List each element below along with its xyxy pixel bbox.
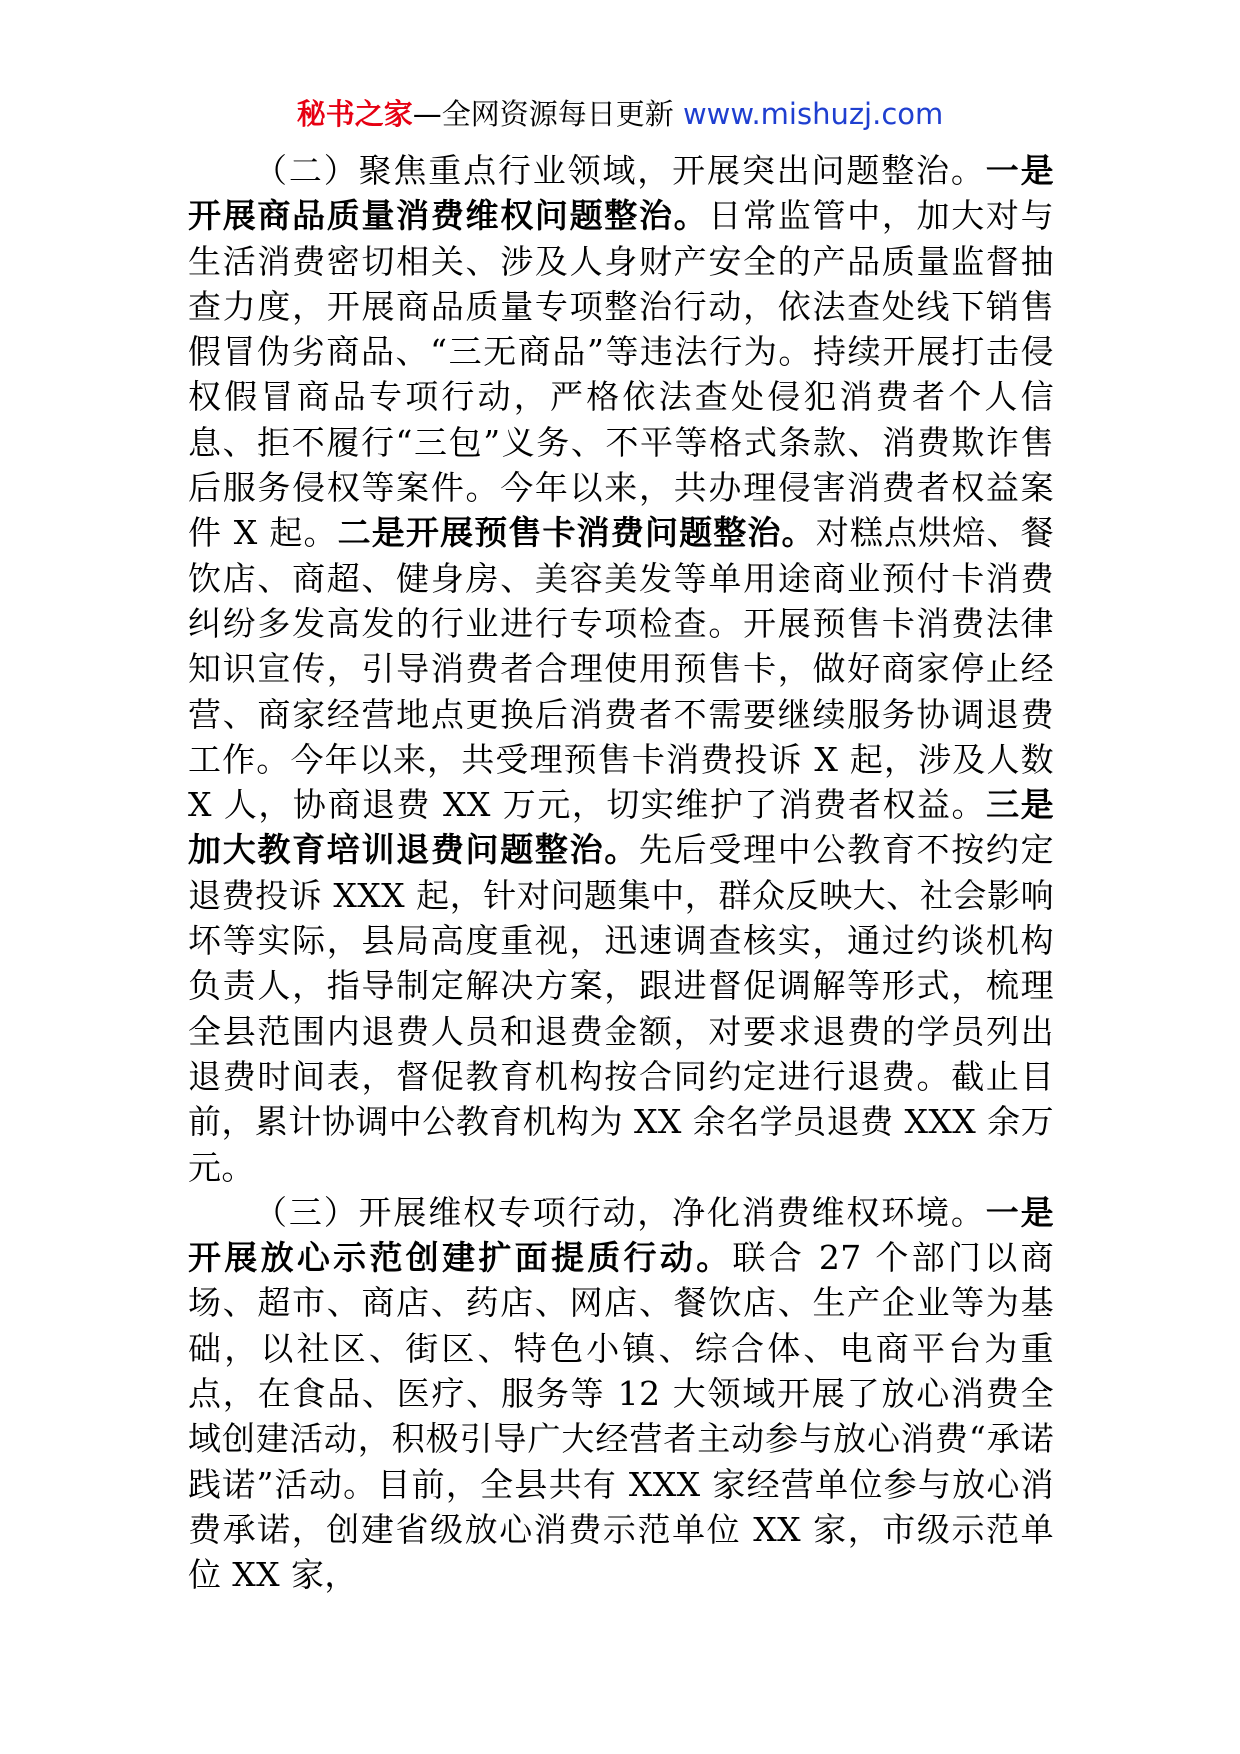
section-2-lead: （二）聚焦重点行业领域，开展突出问题整治。 — [254, 151, 986, 190]
paragraph-section-2 — [188, 148, 1054, 1190]
document-body — [188, 148, 1054, 1598]
section-2-item-3-title: 三是加大教育培训退费问题整治。 — [188, 785, 1054, 870]
section-2-item-1-body: 日常监管中，加大对与生活消费密切相关、涉及人身财产安全的产品质量监督抽查力度，开展商品质量专项整治行动，依法查处线下销售假冒伪劣商品、“三无商品”等违法行为。持续开展打击侵权假冒商品专项行动，严格依法查处侵犯消费者个人信息、拒不履行“三包”义务、不平等格式条款、消费欺诈售后服务侵权等案件。今年以来，共办理侵害消费者权益案件 X 起。 — [188, 196, 1055, 553]
section-2-item-2-title: 二是开展预售卡消费问题整治。 — [337, 513, 816, 553]
header-tagline: —全网资源每日更新 — [412, 97, 683, 131]
section-2-item-1-title: 一是开展商品质量消费维权问题整治。 — [188, 151, 1054, 236]
site-url-link[interactable]: www.mishuzj.com — [682, 97, 944, 131]
page-header — [0, 94, 1240, 134]
section-3-item-1-body: 联合 27 个部门以商场、超市、商店、药店、网店、餐饮店、生产企业等为基础，以社区、街区、特色小镇、综合体、电商平台为重点，在食品、医疗、服务等 12 大领域开展了放心消费全域创建活动，积极引导广大经营者主动参与放心消费“承诺践诺”活动。目前，全县共有 XXX 家经营单位参与放心消费承诺，创建省级放心消费示范单位 XX 家，市级示范单位 XX 家， — [188, 1238, 1054, 1595]
section-3-lead: （三）开展维权专项行动，净化消费维权环境。 — [254, 1192, 986, 1232]
section-2-item-3-body: 先后受理中公教育不按约定退费投诉 XXX 起，针对问题集中，群众反映大、社会影响坏等实际，县局高度重视，迅速调查核实，通过约谈机构负责人，指导制定解决方案，跟进督促调解等形式，梳理全县范围内退费人员和退费金额，对要求退费的学员列出退费时间表，督促教育机构按合同约定进行退费。截止目前，累计协调中公教育机构为 XX 余名学员退费 XXX 余万元。 — [188, 830, 1054, 1187]
paragraph-section-3 — [188, 1190, 1054, 1598]
section-2-item-2-body: 对糕点烘焙、餐饮店、商超、健身房、美容美发等单用途商业预付卡消费纠纷多发高发的行业进行专项检查。开展预售卡消费法律知识宣传，引导消费者合理使用预售卡，做好商家停止经营、商家经营地点更换后消费者不需要继续服务协调退费工作。今年以来，共受理预售卡消费投诉 X 起，涉及人数 X 人，协商退费 XX 万元，切实维护了消费者权益。 — [188, 513, 1054, 825]
brand-name: 秘书之家 — [296, 97, 413, 131]
section-3-item-1-title: 一是开展放心示范创建扩面提质行动。 — [188, 1192, 1054, 1278]
